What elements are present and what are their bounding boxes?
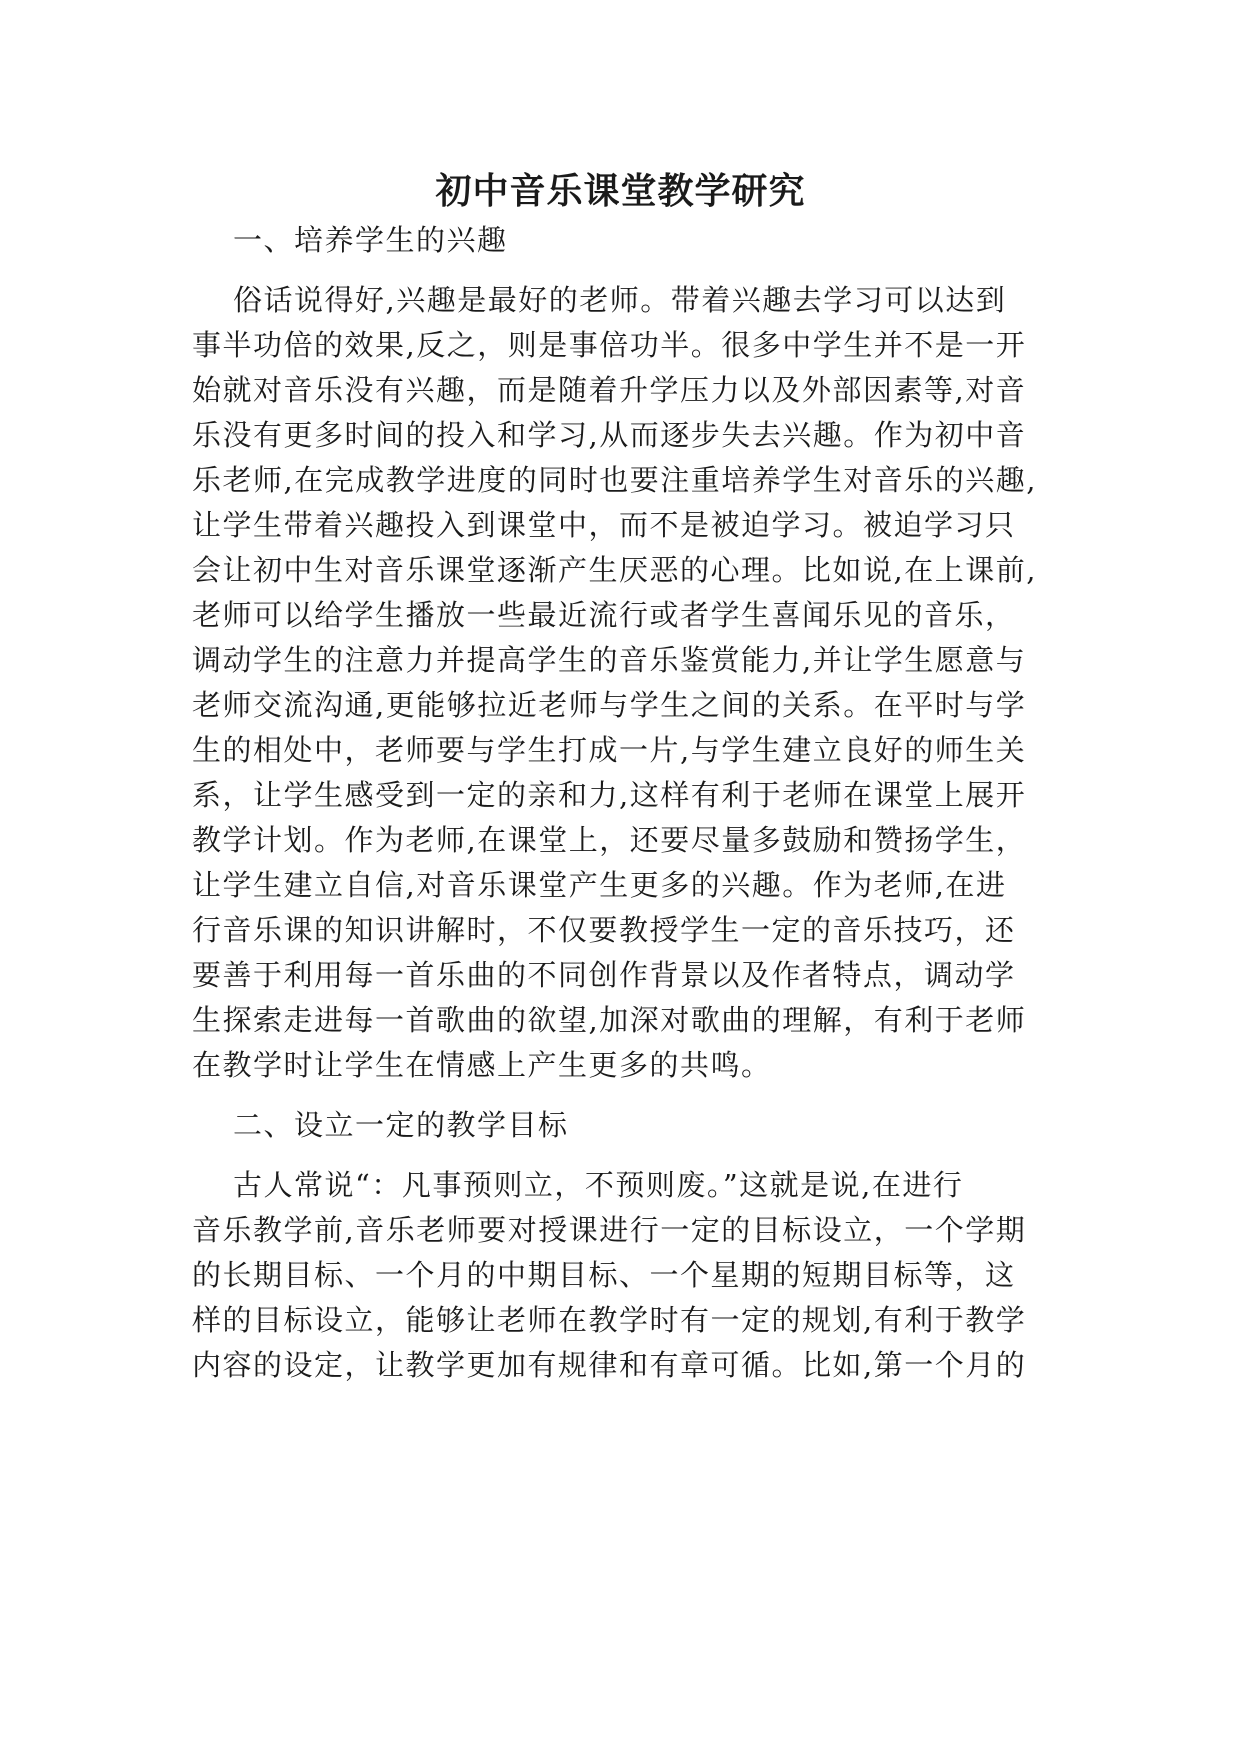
paragraph-line: 教学计划。作为老师,在课堂上，还要尽量多鼓励和赞扬学生，	[192, 823, 1027, 857]
paragraph-line: 老师交流沟通,更能够拉近老师与学生之间的关系。在平时与学	[192, 688, 1027, 722]
paragraph-line: 音乐教学前,音乐老师要对授课进行一定的目标设立，一个学期	[192, 1213, 1027, 1247]
paragraph-line: 行音乐课的知识讲解时，不仅要教授学生一定的音乐技巧，还	[192, 913, 1016, 947]
paragraph-line: 让学生建立自信,对音乐课堂产生更多的兴趣。作为老师,在进	[192, 868, 1007, 902]
paragraph-line: 事半功倍的效果,反之，则是事倍功半。很多中学生并不是一开	[192, 328, 1027, 362]
section-heading-1: 一、培养学生的兴趣	[233, 223, 508, 257]
paragraph-line: 系，让学生感受到一定的亲和力,这样有利于老师在课堂上展开	[192, 778, 1027, 812]
paragraph-line: 乐没有更多时间的投入和学习,从而逐步失去兴趣。作为初中音	[192, 418, 1027, 452]
paragraph-line: 古人常说“：凡事预则立，不预则废。”这就是说,在进行	[233, 1168, 964, 1202]
paragraph-line: 生探索走进每一首歌曲的欲望,加深对歌曲的理解，有利于老师	[192, 1003, 1027, 1037]
paragraph-line: 生的相处中，老师要与学生打成一片,与学生建立良好的师生关	[192, 733, 1027, 767]
paragraph-line: 内容的设定，让教学更加有规律和有章可循。比如,第一个月的	[192, 1348, 1027, 1382]
paragraph-line: 始就对音乐没有兴趣，而是随着升学压力以及外部因素等,对音	[192, 373, 1027, 407]
paragraph-line: 样的目标设立，能够让老师在教学时有一定的规划,有利于教学	[192, 1303, 1027, 1337]
paragraph-line: 在教学时让学生在情感上产生更多的共鸣。	[192, 1048, 772, 1082]
paragraph-line: 俗话说得好,兴趣是最好的老师。带着兴趣去学习可以达到	[233, 283, 1007, 317]
paragraph-line: 调动学生的注意力并提高学生的音乐鉴赏能力,并让学生愿意与	[192, 643, 1027, 677]
paragraph-line: 的长期目标、一个月的中期目标、一个星期的短期目标等，这	[192, 1258, 1016, 1292]
paragraph-line: 要善于利用每一首乐曲的不同创作背景以及作者特点，调动学	[192, 958, 1016, 992]
document-title: 初中音乐课堂教学研究	[435, 170, 806, 212]
paragraph-line: 会让初中生对音乐课堂逐渐产生厌恶的心理。比如说,在上课前,	[192, 553, 1037, 587]
section-heading-2: 二、设立一定的教学目标	[233, 1108, 569, 1142]
paragraph-line: 乐老师,在完成教学进度的同时也要注重培养学生对音乐的兴趣,	[192, 463, 1037, 497]
paragraph-line: 让学生带着兴趣投入到课堂中，而不是被迫学习。被迫学习只	[192, 508, 1016, 542]
paragraph-line: 老师可以给学生播放一些最近流行或者学生喜闻乐见的音乐，	[192, 598, 1016, 632]
